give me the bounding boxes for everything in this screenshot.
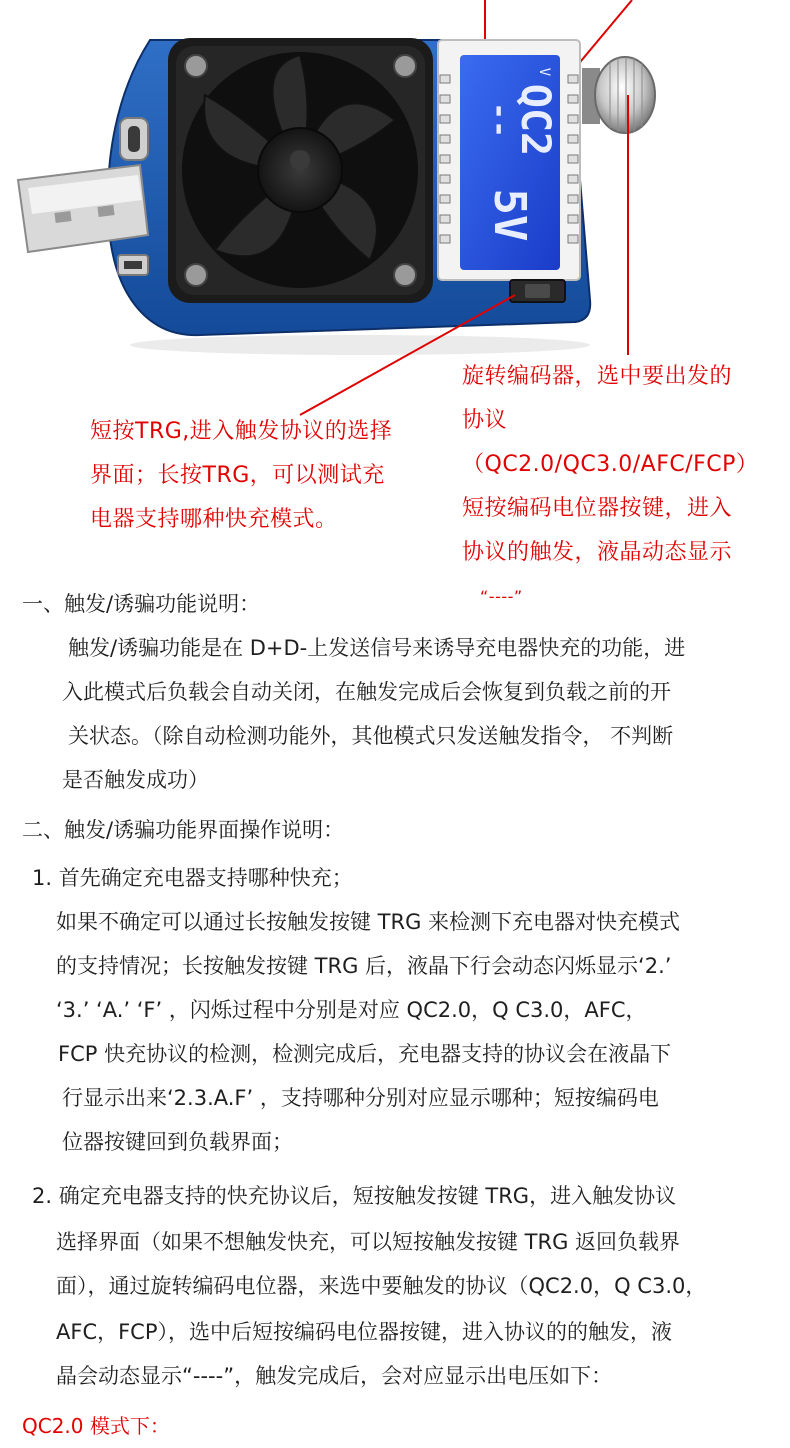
callout-line: 旋转编码器，选中要出发的: [462, 364, 733, 389]
callout-line: 电器支持哪种快充模式。: [90, 507, 338, 532]
cooling-fan: [168, 38, 433, 303]
paragraph-line: 面），通过旋转编码电位器，来选中要触发的协议（QC2.0，Q C3.0，: [56, 1274, 707, 1298]
lcd-voltage-text: 5V: [484, 188, 535, 242]
paragraph-line: 关状态。（除自动检测功能外，其他模式只发送触发指令， 不判断: [68, 724, 674, 748]
paragraph-line: 是否触发成功）: [62, 768, 209, 792]
lcd-dash-text: --: [482, 101, 517, 139]
paragraph-line: 如果不确定可以通过长按触发按键 TRG 来检测下充电器对快充模式: [56, 910, 681, 934]
lcd-module: [438, 40, 580, 280]
callout-trg: [90, 410, 420, 542]
paragraph-line: 触发/诱骗功能是在 D+D-上发送信号来诱导充电器快充的功能，进: [68, 636, 686, 660]
micro-usb-port: [118, 255, 148, 275]
paragraph-line: ‘3.’ ‘A.’ ‘F’ ，闪烁过程中分别是对应 QC2.0，Q C3.0，AFC，: [56, 998, 647, 1022]
callout-line: 短按TRG,进入触发协议的选择: [90, 419, 393, 444]
lcd-mode-text: QC2: [512, 83, 558, 157]
callout-encoder: [462, 355, 782, 619]
step-title: 1. 首先确定充电器支持哪种快充；: [32, 866, 353, 890]
paragraph-line: 入此模式后负载会自动关闭，在触发完成后会恢复到负载之前的开: [62, 680, 671, 704]
paragraph-line: 选择界面（如果不想触发快充，可以短按触发按键 TRG 返回负载界: [56, 1230, 681, 1254]
callout-line: 短按编码电位器按键，进入: [462, 496, 733, 521]
lcd-indicator-text: V: [536, 67, 552, 77]
paragraph-line: 的支持情况；长按触发按键 TRG 后，液晶下行会动态闪烁显示‘2.’: [56, 954, 672, 978]
section-heading: 二、触发/诱骗功能界面操作说明：: [22, 818, 345, 842]
paragraph-line: AFC，FCP），选中后短按编码电位器按键，进入协议的的触发，液: [56, 1320, 673, 1344]
mode-heading: QC2.0 模式下：: [22, 1414, 170, 1438]
callout-line: 协议的触发，液晶动态显示: [462, 540, 733, 565]
trg-button: [510, 280, 565, 302]
paragraph-line: FCP 快充协议的检测，检测完成后，充电器支持的协议会在液晶下: [58, 1042, 672, 1066]
callout-line: 协议（QC2.0/QC3.0/AFC/FCP）: [462, 408, 759, 477]
section-heading: 一、触发/诱骗功能说明：: [22, 592, 261, 616]
callout-line: “----”: [480, 587, 523, 606]
rotary-encoder-knob: [582, 57, 655, 133]
paragraph-line: 位器按键回到负载界面；: [62, 1130, 293, 1154]
paragraph-line: 行显示出来‘2.3.A.F’ ，支持哪种分别对应显示哪种；短按编码电: [62, 1086, 659, 1110]
callout-line: 界面；长按TRG，可以测试充: [90, 463, 385, 488]
step-title: 2. 确定充电器支持的快充协议后，短按触发按键 TRG，进入触发协议: [32, 1184, 677, 1208]
paragraph-line: 晶会动态显示“----”，触发完成后，会对应显示出电压如下：: [56, 1364, 613, 1388]
usb-c-port: [120, 118, 148, 160]
